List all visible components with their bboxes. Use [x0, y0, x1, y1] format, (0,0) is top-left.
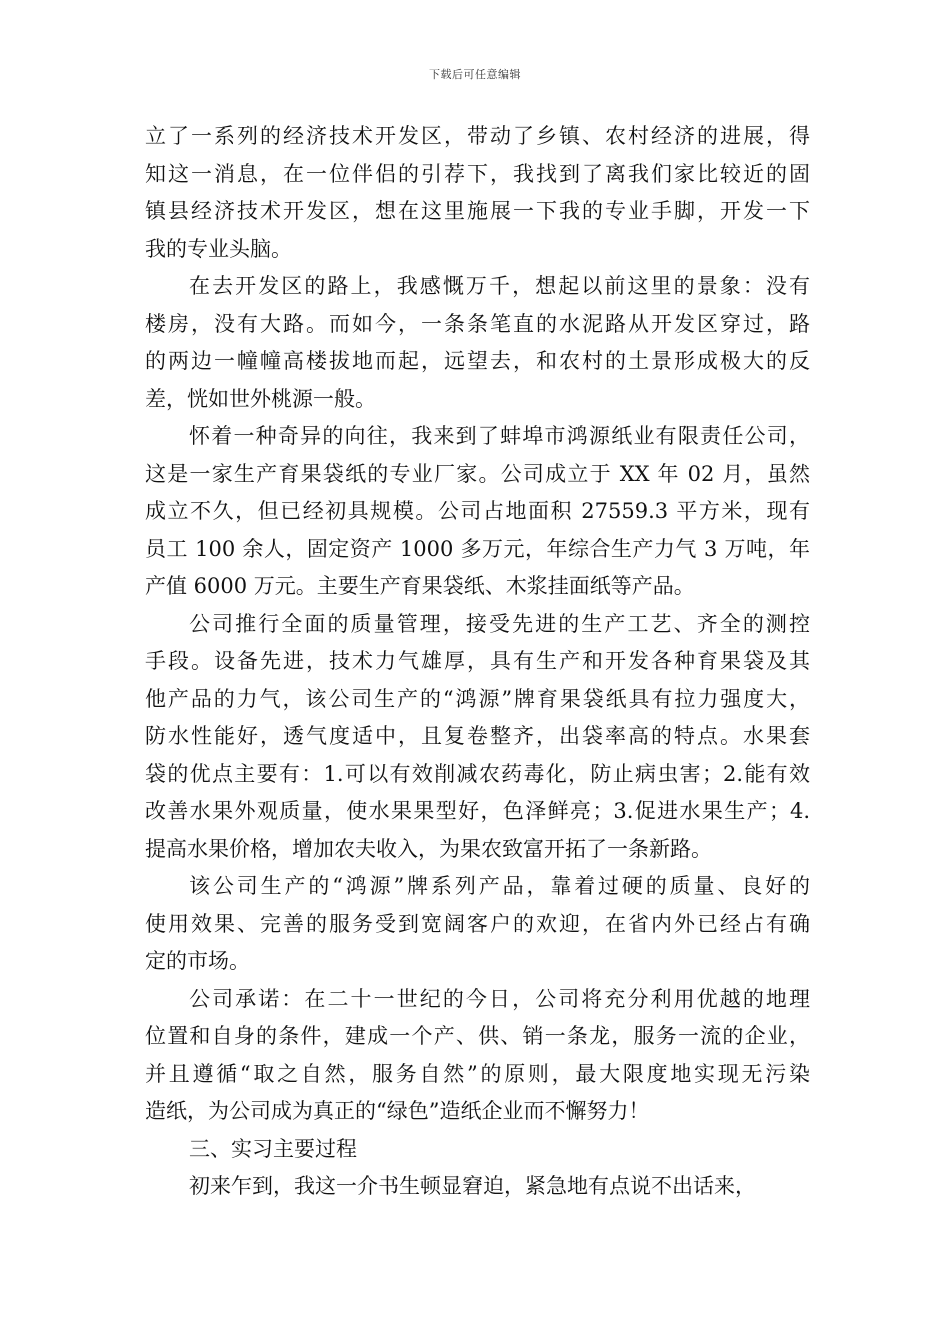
text-line: 该公司生产的“鸿源”牌系列产品，靠着过硬的质量、良好的 [189, 874, 810, 898]
text-line: 在去开发区的路上，我感慨万千，想起以前这里的景象：没有 [189, 274, 810, 298]
text-line: 成立不久，但已经初具规模。公司占地面积 27559.3 平方米，现有 [145, 499, 810, 523]
document-body [145, 118, 810, 1206]
paragraph [145, 1131, 810, 1169]
paragraph [145, 268, 810, 418]
page-header: 下载后可任意编辑 [429, 68, 521, 81]
text-line: 三、实习主要过程 [189, 1136, 357, 1161]
text-line: 镇县经济技术开发区，想在这里施展一下我的专业手脚，开发一下 [145, 199, 810, 223]
text-line: 这是一家生产育果袋纸的专业厂家。公司成立于 XX 年 02 月，虽然 [145, 461, 810, 486]
text-line: 手段。设备先进，技术力气雄厚，具有生产和开发各种育果袋及其 [145, 649, 810, 673]
text-line: 产值 6000 万元。主要生产育果袋纸、木浆挂面纸等产品。 [145, 574, 695, 598]
text-line: 袋的优点主要有：1.可以有效削减农药毒化，防止病虫害；2.能有效 [145, 761, 810, 786]
text-line: 的两边一幢幢高楼拔地而起，远望去，和农村的土景形成极大的反 [145, 349, 810, 373]
text-line: 立了一系列的经济技术开发区，带动了乡镇、农村经济的进展，得 [145, 124, 810, 148]
text-line: 知这一消息，在一位伴侣的引荐下，我找到了离我们家比较近的固 [145, 161, 810, 186]
paragraph [145, 1168, 810, 1206]
text-line: 楼房，没有大路。而如今，一条条笔直的水泥路从开发区穿过，路 [145, 311, 810, 336]
paragraph [145, 418, 810, 606]
text-line: 造纸，为公司成为真正的“绿色”造纸企业而不懈努力！ [145, 1099, 650, 1123]
text-line: 位置和自身的条件，建成一个产、供、销一条龙，服务一流的企业， [145, 1024, 810, 1048]
text-line: 使用效果、完善的服务受到宽阔客户的欢迎，在省内外已经占有确 [145, 911, 810, 936]
paragraph [145, 606, 810, 869]
text-line: 员工 100 余人，固定资产 1000 多万元，年综合生产力气 3 万吨，年 [145, 536, 810, 561]
text-line: 并且遵循“取之自然，服务自然”的原则，最大限度地实现无污染 [145, 1061, 810, 1086]
text-line: 他产品的力气，该公司生产的“鸿源”牌育果袋纸具有拉力强度大， [145, 686, 810, 711]
paragraph [145, 981, 810, 1131]
text-line: 初来乍到，我这一介书生顿显窘迫，紧急地有点说不出话来， [189, 1174, 756, 1198]
text-line: 提高水果价格，增加农夫收入，为果农致富开拓了一条新路。 [145, 836, 712, 861]
text-line: 怀着一种奇异的向往，我来到了蚌埠市鸿源纸业有限责任公司， [189, 424, 810, 448]
text-line: 改善水果外观质量，使水果果型好，色泽鲜亮；3.促进水果生产；4. [145, 799, 810, 823]
paragraph [145, 868, 810, 981]
text-line: 我的专业头脑。 [145, 236, 292, 261]
text-line: 防水性能好，透气度适中，且复卷整齐，出袋率高的特点。水果套 [145, 724, 810, 748]
text-line: 公司承诺：在二十一世纪的今日，公司将充分利用优越的地理 [189, 986, 810, 1011]
paragraph [145, 118, 810, 268]
text-line: 公司推行全面的质量管理，接受先进的生产工艺、齐全的测控 [189, 611, 810, 636]
text-line: 定的市场。 [145, 949, 250, 973]
text-line: 差，恍如世外桃源一般。 [145, 386, 376, 411]
